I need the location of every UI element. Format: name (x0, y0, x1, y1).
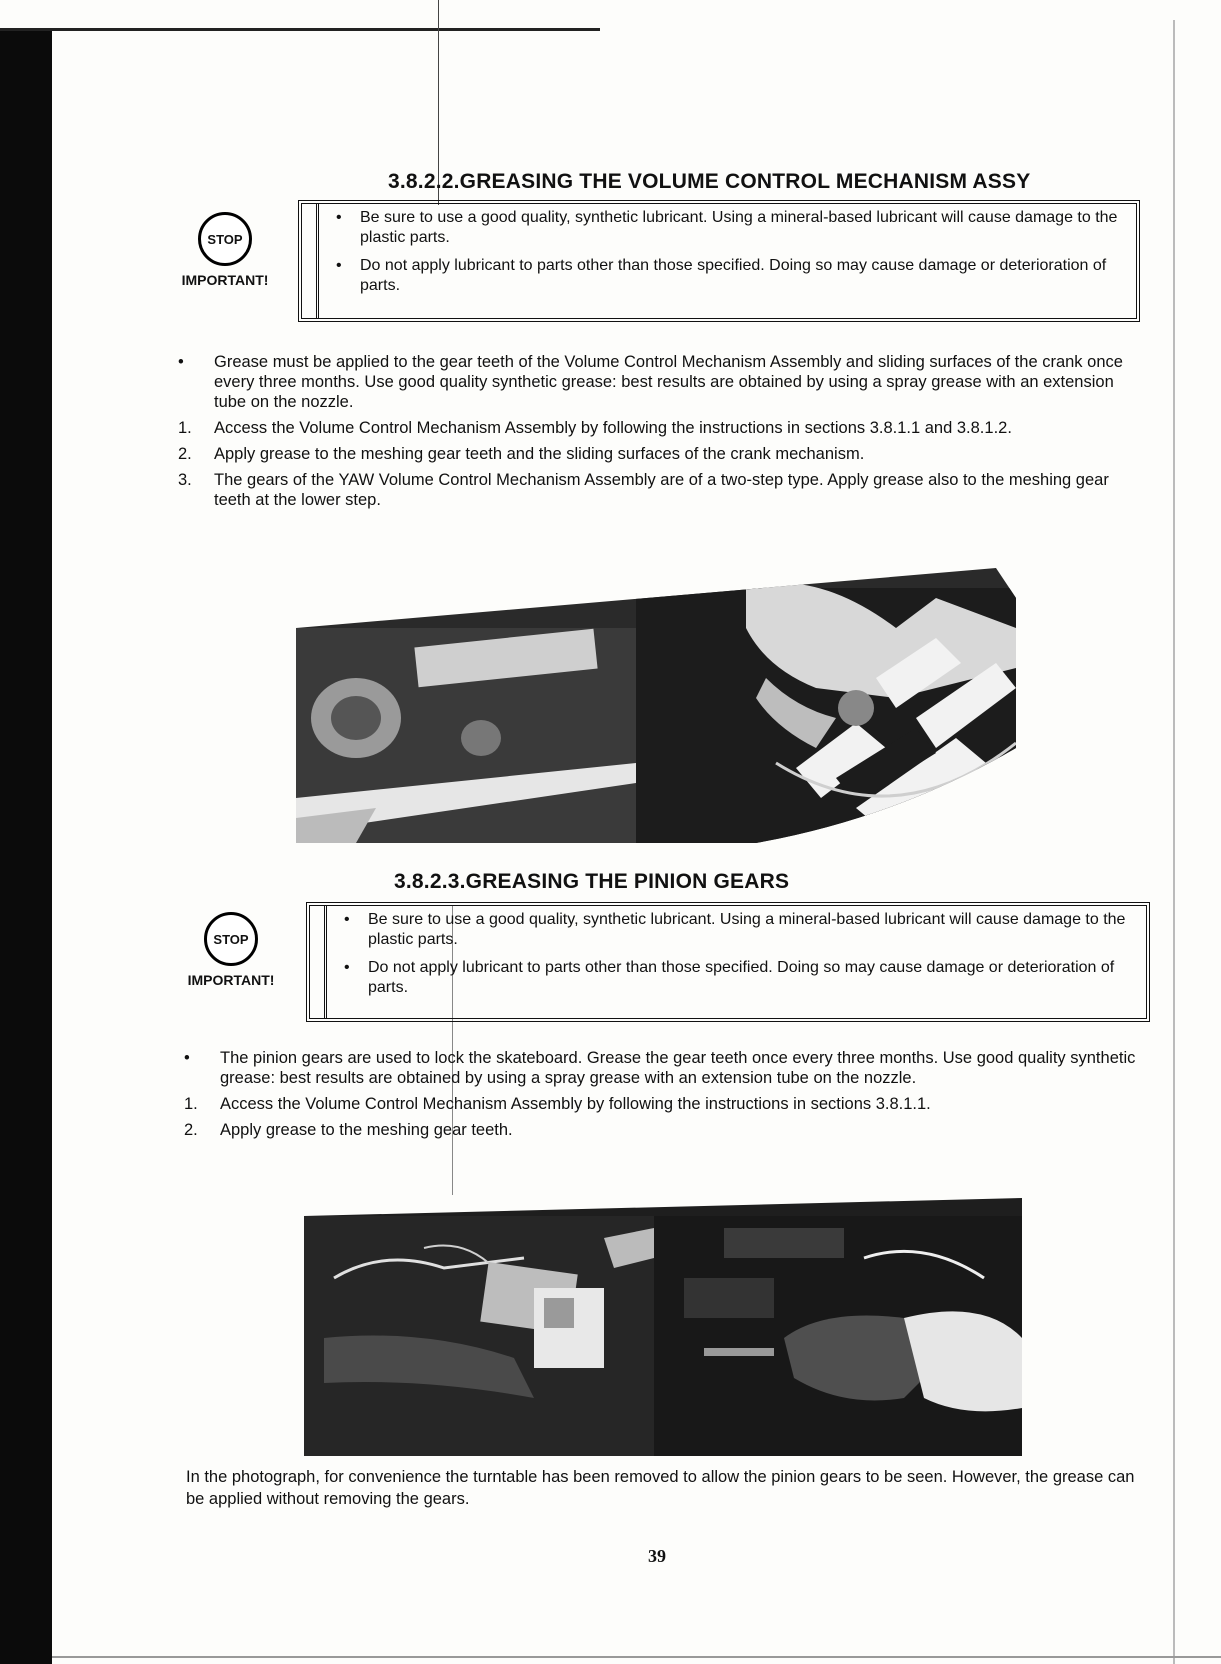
important-label: IMPORTANT! (181, 272, 269, 288)
procedure-bullet (184, 1048, 1144, 1088)
stop-sign-icon: STOP (204, 912, 258, 966)
notice-item: • Be sure to use a good quality, synthetic lubricant. Using a mineral-based lubricant will cause damage to the plastic parts. (336, 208, 1124, 248)
notice-list (310, 208, 1124, 296)
scan-edge-top (0, 28, 600, 31)
step-text: Access the Volume Control Mechanism Assembly by following the instructions in sections 3.8.1.1 and 3.8.1.2. (214, 419, 1012, 437)
notice-divider (324, 906, 327, 1018)
important-notice-box (298, 200, 1140, 322)
page-number: 39 (648, 1546, 666, 1566)
step-text: Apply grease to the meshing gear teeth. (220, 1121, 513, 1139)
step-number: 1. (178, 419, 192, 437)
scan-edge-bottom (52, 1656, 1221, 1658)
notice-item: • Do not apply lubricant to parts other than those specified. Doing so may cause damage or deterioration of parts. (344, 958, 1134, 998)
bullet-marker: • (184, 1049, 190, 1067)
procedure-step (178, 418, 1138, 438)
notice-item: • Be sure to use a good quality, synthetic lubricant. Using a mineral-based lubricant will cause damage to the plastic parts. (344, 910, 1134, 950)
procedure-bullet-text: Grease must be applied to the gear teeth of the Volume Control Mechanism Assembly and sliding surfaces of the crank once every three months. Use good quality synthetic grease: best results are obtained by using a spray grease with an extension tube on the nozzle. (214, 353, 1123, 411)
scan-edge-right (1173, 20, 1175, 1664)
scan-edge-left (0, 28, 52, 1664)
procedure-bullet (178, 352, 1138, 412)
procedure-step (178, 470, 1138, 510)
step-text: Apply grease to the meshing gear teeth and the sliding surfaces of the crank mechanism. (214, 445, 865, 463)
notice-item: • Do not apply lubricant to parts other than those specified. Doing so may cause damage or deterioration of parts. (336, 256, 1124, 296)
step-number: 1. (184, 1095, 198, 1113)
step-text: The gears of the YAW Volume Control Mechanism Assembly are of a two-step type. Apply grease also to the meshing gear teeth at the lower step. (214, 471, 1109, 509)
important-notice-icon (170, 212, 280, 288)
stop-sign-icon: STOP (198, 212, 252, 266)
procedure-step (184, 1094, 1144, 1114)
step-number: 3. (178, 471, 192, 489)
pinion-gears-photo (304, 1198, 1022, 1456)
section-heading-volume-control: 3.8.2.2.GREASING THE VOLUME CONTROL MECHANISM ASSY (388, 170, 1031, 193)
procedure-pinion-gears (184, 1048, 1144, 1146)
notice-divider (316, 204, 319, 318)
step-number: 2. (184, 1121, 198, 1139)
photo-caption: In the photograph, for convenience the turntable has been removed to allow the pinion gears to be seen. However, the grease can be applied without removing the gears. (186, 1468, 1135, 1508)
procedure-step (178, 444, 1138, 464)
step-text: Access the Volume Control Mechanism Assembly by following the instructions in sections 3.8.1.1. (220, 1095, 931, 1113)
step-number: 2. (178, 445, 192, 463)
procedure-step (184, 1120, 1144, 1140)
bullet-marker: • (178, 353, 184, 371)
important-label: IMPORTANT! (187, 972, 275, 988)
notice-list (318, 910, 1134, 998)
volume-control-mechanism-photo (296, 568, 1016, 843)
procedure-volume-control (178, 352, 1138, 516)
important-notice-box (306, 902, 1150, 1022)
procedure-bullet-text: The pinion gears are used to lock the skateboard. Grease the gear teeth once every three months. Use good quality synthetic grease: best results are obtained by using a spray grease with an extension tube on the nozzle. (220, 1049, 1136, 1087)
section-heading-pinion-gears: 3.8.2.3.GREASING THE PINION GEARS (394, 870, 790, 893)
important-notice-icon (176, 912, 286, 988)
